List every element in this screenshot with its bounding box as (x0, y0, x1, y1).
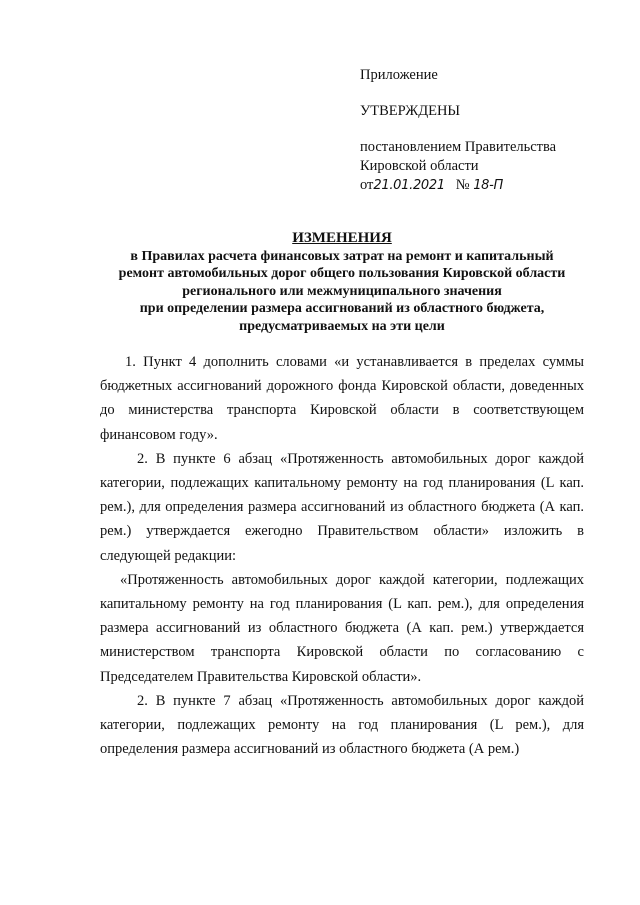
resolution-date-number (360, 176, 620, 195)
document-body (100, 350, 584, 761)
date-value: 21.01.2021 (373, 178, 445, 193)
title-line-4: при определении размера ассигнований из областного бюджета, (139, 301, 545, 317)
title-line-2: ремонт автомобильных дорог общего пользования Кировской области (118, 266, 566, 282)
document-title (92, 230, 592, 336)
number-prefix: № (455, 177, 470, 193)
appendix-header (360, 66, 620, 195)
resolution-line-1: постановлением Правительства (360, 139, 557, 155)
appendix-label: Приложение (360, 67, 438, 83)
paragraph-3: «Протяженность автомобильных дорог каждой категории, подлежащих капитальному ремонту на год планирования (L кап. рем.), для определения размера ассигнований из областного бюджета (А кап. рем.) утверждается министерством транспорта Кировской области по согласованию с Председателем Правительства Кировской области». (100, 571, 584, 685)
date-prefix: от (360, 177, 374, 193)
title-line-1: в Правилах расчета финансовых затрат на ремонт и капитальный (130, 248, 554, 264)
paragraph-1: 1. Пункт 4 дополнить словами «и устанавливается в пределах суммы бюджетных ассигнований дорожного фонда Кировской области, доведенных до министерства транспорта Кировской области в соответствующем финансовом году». (100, 354, 584, 443)
title-line-5: предусматриваемых на эти цели (239, 318, 445, 334)
paragraph-4: 2. В пункте 7 абзац «Протяженность автомобильных дорог каждой категории, подлежащих ремонту на год планирования (L рем.), для определения размера ассигнований из областного бюджета (А рем.) (100, 692, 584, 758)
approved-label: УТВЕРЖДЕНЫ (360, 103, 461, 119)
title-line-3: регионального или межмуниципального значения (182, 283, 502, 299)
paragraph-2: 2. В пункте 6 абзац «Протяженность автомобильных дорог каждой категории, подлежащих капитальному ремонту на год планирования (L кап. рем.), для определения размера ассигнований из областного бюджета (А кап. рем.) утверждается ежегодно Правительством области» изложить в следующей редакции: (100, 450, 584, 564)
title-main: ИЗМЕНЕНИЯ (292, 230, 392, 246)
resolution-line-2: Кировской области (360, 158, 479, 174)
number-value: 18-П (473, 178, 503, 193)
